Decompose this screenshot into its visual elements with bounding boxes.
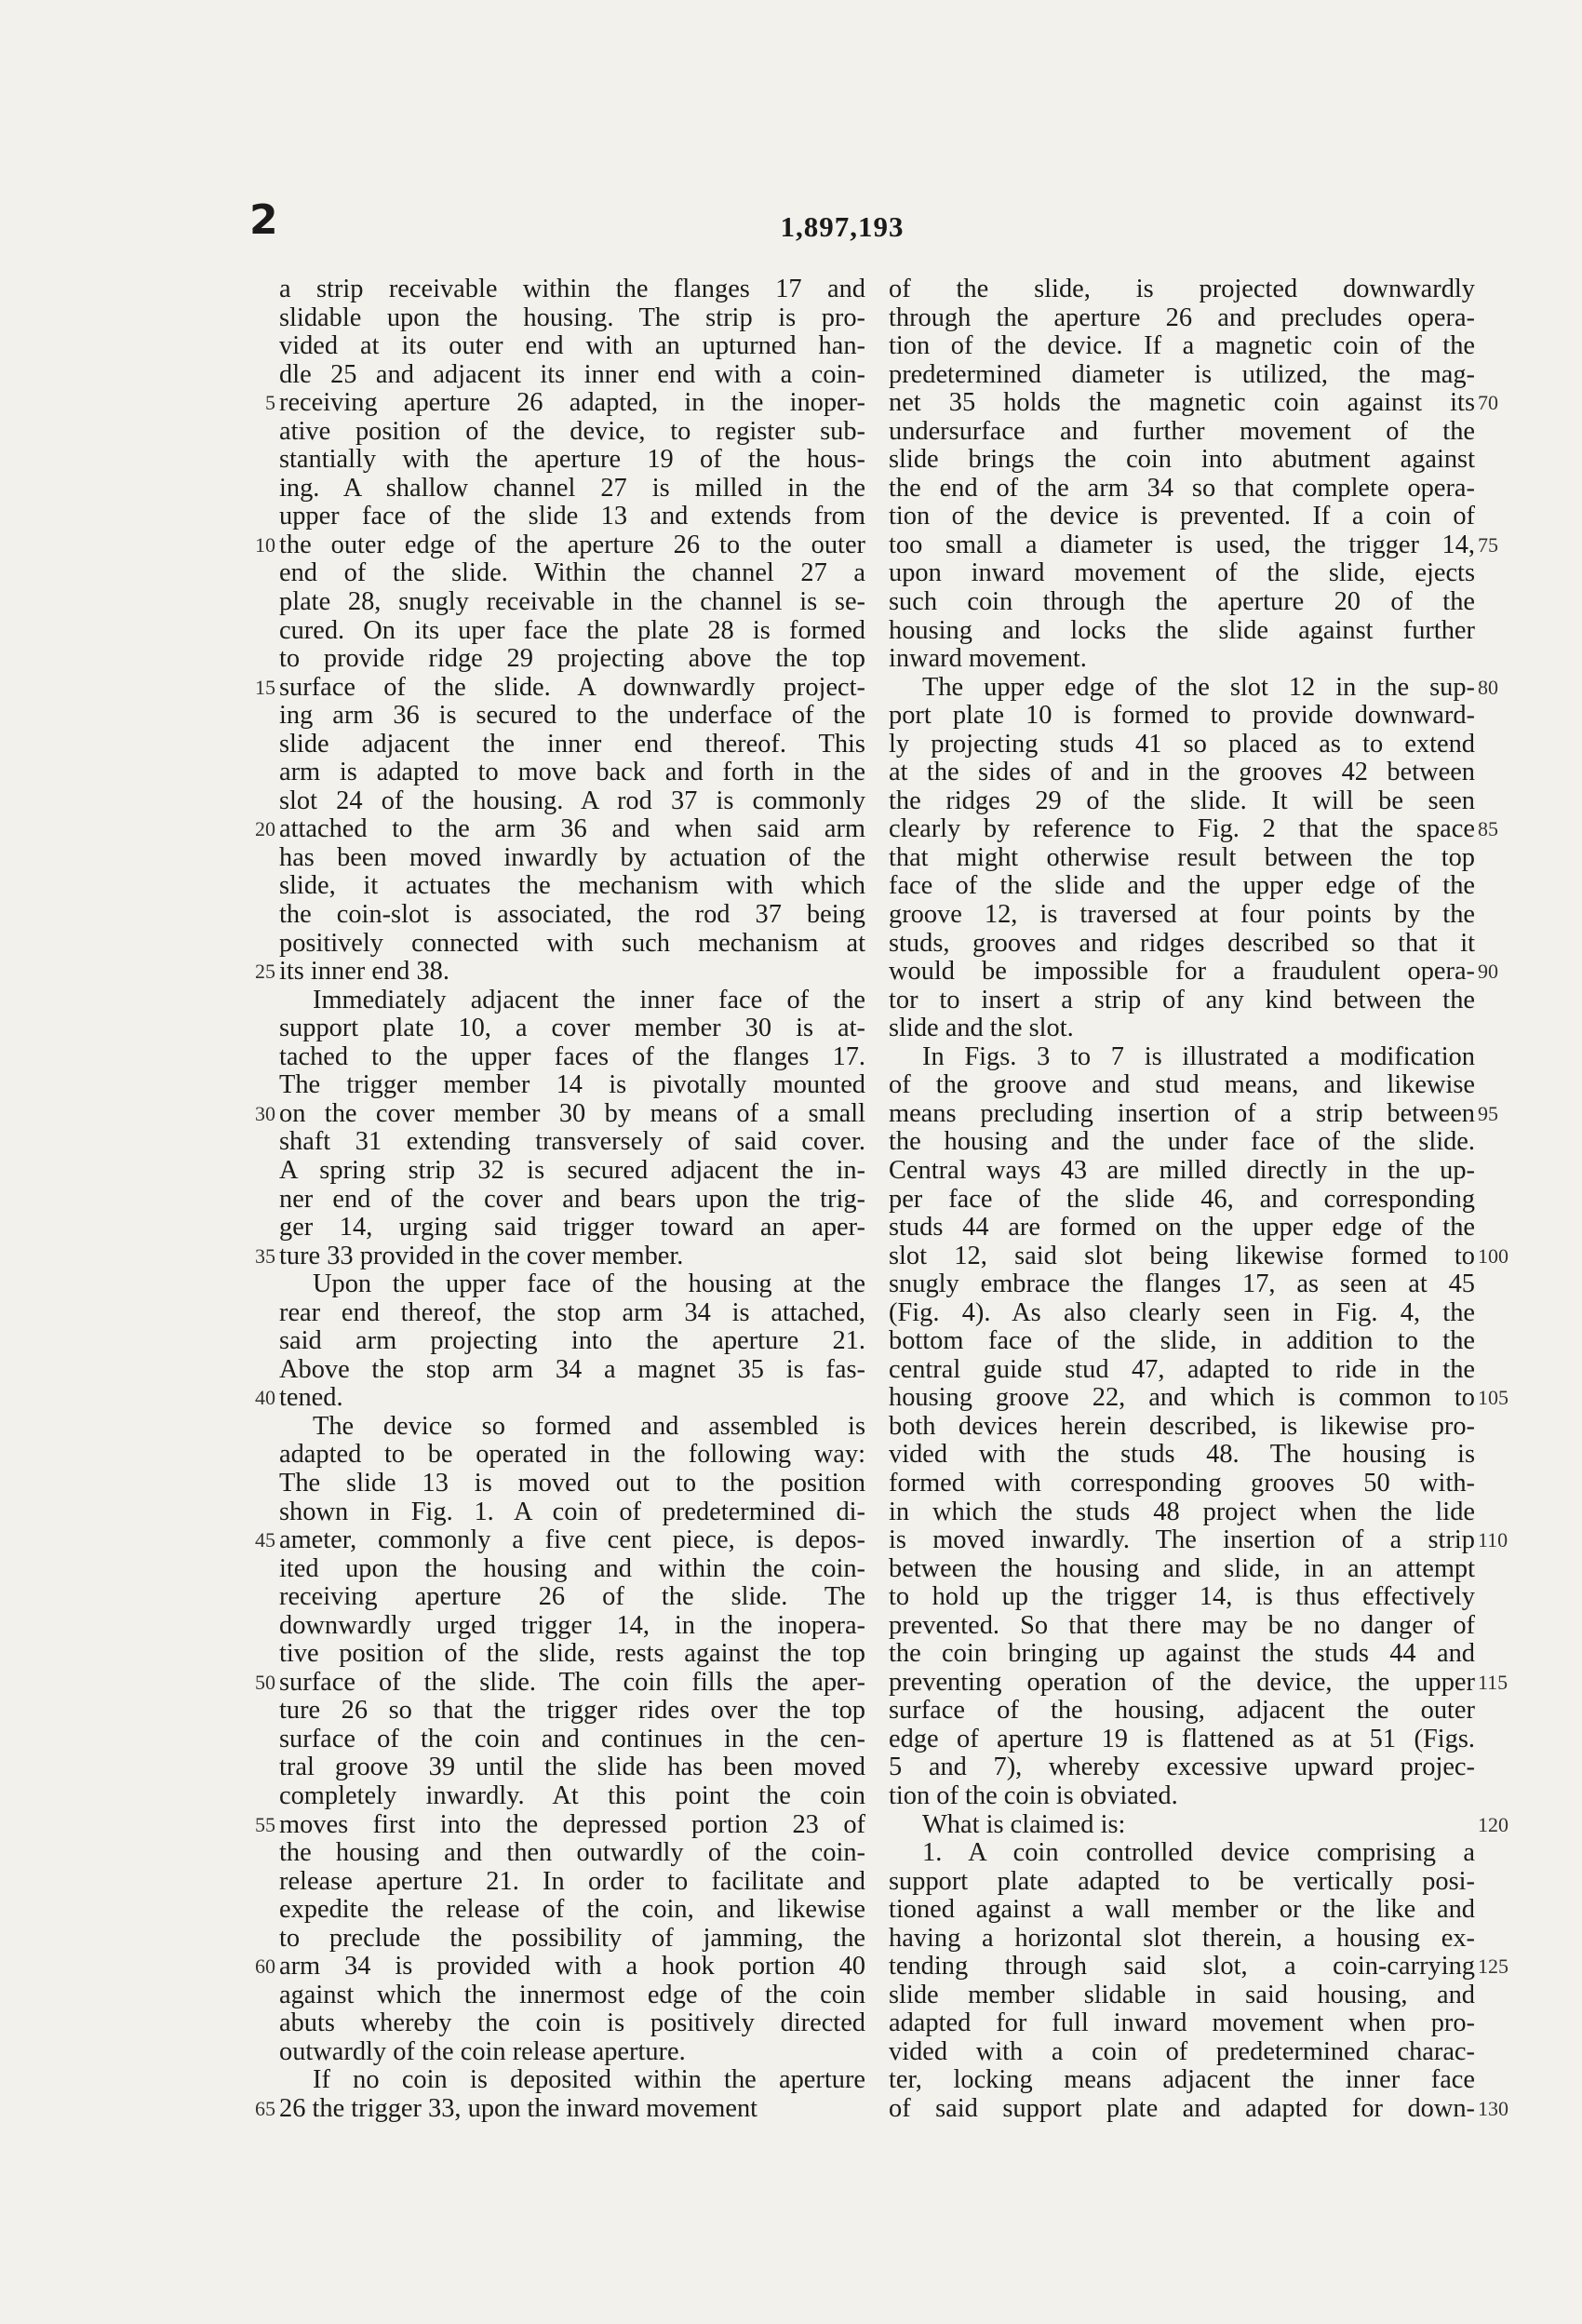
text-line: dle 25 and adjacent its inner end with a coin- (279, 360, 865, 389)
text-line: slide, it actuates the mechanism with which (279, 872, 865, 901)
text-line: arm is adapted to move back and forth in the (279, 759, 865, 787)
text-line: slot 24 of the housing. A rod 37 is commonly (279, 786, 865, 815)
text-line: in which the studs 48 project when the lide (889, 1498, 1475, 1526)
line-number: 80 (1478, 675, 1498, 699)
text-line: studs 44 are formed on the upper edge of the (889, 1214, 1475, 1243)
text-line: has been moved inwardly by actuation of the (279, 843, 865, 872)
text-line: having a horizontal slot therein, a housing ex- (889, 1924, 1475, 1953)
text-line: tral groove 39 until the slide has been moved (279, 1753, 865, 1782)
text-line: downwardly urged trigger 14, in the inopera- (279, 1611, 865, 1640)
text-line: the ridges 29 of the slide. It will be seen (889, 786, 1475, 815)
right-text-column (889, 275, 1475, 2124)
text-line: through the aperture 26 and precludes opera- (889, 303, 1475, 332)
text-line: In Figs. 3 to 7 is illustrated a modification (922, 1042, 1475, 1071)
text-line: vided with a coin of predetermined charac- (889, 2037, 1475, 2066)
text-line: What is claimed is: (922, 1810, 1126, 1839)
text-line: of the slide, is projected downwardly (889, 275, 1475, 303)
text-line: net 35 holds the magnetic coin against its (889, 389, 1475, 418)
text-line: ter, locking means adjacent the inner face (889, 2066, 1475, 2095)
text-line: (Fig. 4). As also clearly seen in Fig. 4, the (889, 1298, 1475, 1327)
text-line: rear end thereof, the stop arm 34 is attached, (279, 1298, 865, 1327)
text-line: the housing and the under face of the slide. (889, 1128, 1475, 1157)
text-line: Above the stop arm 34 a magnet 35 is fas- (279, 1355, 865, 1384)
line-number: 70 (1478, 391, 1498, 415)
text-line: end of the slide. Within the channel 27 a (279, 559, 865, 588)
text-line: a strip receivable within the flanges 17 and (279, 275, 865, 303)
text-line: attached to the arm 36 and when said arm (279, 815, 865, 844)
text-line: clearly by reference to Fig. 2 that the space (889, 815, 1475, 844)
text-line: studs, grooves and ridges described so that it (889, 929, 1475, 958)
text-line: ner end of the cover and bears upon the trig- (279, 1185, 865, 1214)
page-number: 2 (249, 196, 278, 244)
text-line: tending through said slot, a coin-carrying (889, 1953, 1475, 1981)
text-line: the end of the arm 34 so that complete opera- (889, 474, 1475, 503)
text-line: port plate 10 is formed to provide downward- (889, 702, 1475, 731)
text-line: the housing and then outwardly of the coin- (279, 1839, 865, 1868)
line-number: 115 (1478, 1670, 1508, 1694)
text-line: slide and the slot. (889, 1014, 1074, 1043)
text-line: that might otherwise result between the top (889, 843, 1475, 872)
line-number: 35 (255, 1243, 275, 1268)
text-line: upper face of the slide 13 and extends from (279, 503, 865, 531)
line-number: 90 (1478, 960, 1498, 984)
text-line: moves first into the depressed portion 23 of (279, 1810, 865, 1839)
text-line: tached to the upper faces of the flanges 17. (279, 1042, 865, 1071)
text-line: vided with the studs 48. The housing is (889, 1441, 1475, 1470)
text-line: adapted for full inward movement when pro- (889, 2009, 1475, 2038)
text-line: A spring strip 32 is secured adjacent the in- (279, 1156, 865, 1185)
text-line: the coin bringing up against the studs 44 and (889, 1640, 1475, 1669)
text-line: vided at its outer end with an upturned han- (279, 332, 865, 361)
line-number: 60 (255, 1955, 275, 1979)
line-number: 130 (1478, 2097, 1508, 2121)
text-line: surface of the coin and continues in the cen- (279, 1725, 865, 1753)
text-line: between the housing and slide, in an attempt (889, 1554, 1475, 1583)
text-line: adapted to be operated in the following way: (279, 1441, 865, 1470)
text-line: 26 the trigger 33, upon the inward movement (279, 2095, 758, 2123)
text-line: cured. On its uper face the plate 28 is formed (279, 616, 865, 645)
text-line: to provide ridge 29 projecting above the top (279, 645, 865, 674)
text-line: tion of the coin is obviated. (889, 1781, 1178, 1810)
text-line: support plate adapted to be vertically posi- (889, 1867, 1475, 1896)
text-line: shown in Fig. 1. A coin of predetermined di- (279, 1498, 865, 1526)
text-line: would be impossible for a fraudulent opera- (889, 958, 1475, 987)
text-line: to hold up the trigger 14, is thus effectively (889, 1583, 1475, 1612)
line-number: 120 (1478, 1812, 1508, 1836)
line-number: 5 (265, 391, 275, 415)
text-line: edge of aperture 19 is flattened as at 51 (Figs. (889, 1725, 1475, 1753)
text-line: Immediately adjacent the inner face of the (313, 986, 865, 1014)
text-line: on the cover member 30 by means of a small (279, 1099, 865, 1128)
text-line: positively connected with such mechanism at (279, 929, 865, 958)
text-line: ited upon the housing and within the coin- (279, 1554, 865, 1583)
text-line: tioned against a wall member or the like and (889, 1896, 1475, 1925)
text-line: The trigger member 14 is pivotally mounted (279, 1071, 865, 1100)
text-line: slide brings the coin into abutment against (889, 446, 1475, 475)
line-number: 20 (255, 817, 275, 841)
text-line: receiving aperture 26 of the slide. The (279, 1583, 865, 1612)
line-number: 85 (1478, 817, 1498, 841)
text-line: shaft 31 extending transversely of said cover. (279, 1128, 865, 1157)
text-line: 1. A coin controlled device comprising a (922, 1839, 1475, 1868)
line-number: 55 (255, 1812, 275, 1836)
line-number: 15 (255, 675, 275, 699)
text-line: Central ways 43 are milled directly in the up- (889, 1156, 1475, 1185)
text-line: preventing operation of the device, the upper (889, 1668, 1475, 1697)
text-line: snugly embrace the flanges 17, as seen at 45 (889, 1270, 1475, 1299)
text-line: against which the innermost edge of the coin (279, 1981, 865, 2009)
text-line: at the sides of and in the grooves 42 between (889, 759, 1475, 787)
text-line: expedite the release of the coin, and likewise (279, 1896, 865, 1925)
text-line: formed with corresponding grooves 50 with- (889, 1469, 1475, 1498)
text-line: outwardly of the coin release aperture. (279, 2037, 686, 2066)
text-line: too small a diameter is used, the trigger 14, (889, 531, 1475, 559)
text-line: tion of the device is prevented. If a coin of (889, 503, 1475, 531)
line-number: 45 (255, 1528, 275, 1552)
text-line: the outer edge of the aperture 26 to the outer (279, 531, 865, 559)
text-line: such coin through the aperture 20 of the (889, 588, 1475, 617)
patent-number: 1,897,193 (780, 210, 905, 243)
line-number: 100 (1478, 1243, 1508, 1268)
text-line: undersurface and further movement of the (889, 417, 1475, 446)
left-text-column (279, 275, 865, 2124)
text-line: abuts whereby the coin is positively directed (279, 2009, 865, 2038)
text-line: slide member slidable in said housing, and (889, 1981, 1475, 2009)
line-number: 10 (255, 532, 275, 557)
text-line: said arm projecting into the aperture 21. (279, 1327, 865, 1356)
text-line: of said support plate and adapted for down- (889, 2095, 1475, 2123)
text-line: housing and locks the slide against further (889, 616, 1475, 645)
text-line: surface of the slide. The coin fills the aper- (279, 1668, 865, 1697)
text-line: ative position of the device, to register sub- (279, 417, 865, 446)
text-line: groove 12, is traversed at four points by the (889, 901, 1475, 930)
text-line: housing groove 22, and which is common to (889, 1384, 1475, 1413)
text-line: ing arm 36 is secured to the underface of the (279, 702, 865, 731)
text-line: ing. A shallow channel 27 is milled in the (279, 474, 865, 503)
line-number: 105 (1478, 1386, 1508, 1410)
line-number: 30 (255, 1101, 275, 1125)
text-line: completely inwardly. At this point the coin (279, 1781, 865, 1810)
text-line: upon inward movement of the slide, ejects (889, 559, 1475, 588)
line-number: 50 (255, 1670, 275, 1694)
line-number: 65 (255, 2097, 275, 2121)
text-line: face of the slide and the upper edge of the (889, 872, 1475, 901)
text-line: of the groove and stud means, and likewise (889, 1071, 1475, 1100)
text-line: plate 28, snugly receivable in the channel is se- (279, 588, 865, 617)
text-line: arm 34 is provided with a hook portion 40 (279, 1953, 865, 1981)
text-line: per face of the slide 46, and corresponding (889, 1185, 1475, 1214)
text-line: slot 12, said slot being likewise formed to (889, 1242, 1475, 1270)
text-line: the coin-slot is associated, the rod 37 being (279, 901, 865, 930)
text-line: The slide 13 is moved out to the position (279, 1469, 865, 1498)
text-line: ger 14, urging said trigger toward an aper- (279, 1214, 865, 1243)
text-line: slidable upon the housing. The strip is pro- (279, 303, 865, 332)
text-line: If no coin is deposited within the aperture (313, 2066, 865, 2095)
text-line: ameter, commonly a five cent piece, is depos- (279, 1526, 865, 1555)
text-line: tive position of the slide, rests against the top (279, 1640, 865, 1669)
text-line: surface of the slide. A downwardly project- (279, 673, 865, 702)
line-number: 110 (1478, 1528, 1508, 1552)
text-line: release aperture 21. In order to facilitate and (279, 1867, 865, 1896)
text-line: predetermined diameter is utilized, the mag- (889, 360, 1475, 389)
text-line: ture 33 provided in the cover member. (279, 1242, 684, 1270)
text-line: to preclude the possibility of jamming, the (279, 1924, 865, 1953)
line-number: 95 (1478, 1101, 1498, 1125)
text-line: tion of the device. If a magnetic coin of the (889, 332, 1475, 361)
text-line: ture 26 so that the trigger rides over the top (279, 1697, 865, 1726)
text-line: its inner end 38. (279, 958, 449, 987)
text-line: The device so formed and assembled is (313, 1412, 865, 1441)
text-line: 5 and 7), whereby excessive upward projec- (889, 1753, 1475, 1782)
text-line: ly projecting studs 41 so placed as to extend (889, 730, 1475, 759)
text-line: slide adjacent the inner end thereof. This (279, 730, 865, 759)
line-number: 75 (1478, 532, 1498, 557)
text-line: The upper edge of the slot 12 in the sup- (922, 673, 1475, 702)
text-line: surface of the housing, adjacent the outer (889, 1697, 1475, 1726)
text-line: tened. (279, 1384, 343, 1413)
line-number: 125 (1478, 1955, 1508, 1979)
text-line: both devices herein described, is likewise pro- (889, 1412, 1475, 1441)
text-line: tor to insert a strip of any kind between the (889, 986, 1475, 1014)
text-line: is moved inwardly. The insertion of a strip (889, 1526, 1475, 1555)
text-line: inward movement. (889, 645, 1087, 674)
text-line: receiving aperture 26 adapted, in the inoper- (279, 389, 865, 418)
text-line: stantially with the aperture 19 of the hous- (279, 446, 865, 475)
text-line: bottom face of the slide, in addition to the (889, 1327, 1475, 1356)
line-number: 25 (255, 960, 275, 984)
text-line: means precluding insertion of a strip between (889, 1099, 1475, 1128)
line-number: 40 (255, 1386, 275, 1410)
text-line: support plate 10, a cover member 30 is at- (279, 1014, 865, 1043)
text-line: prevented. So that there may be no danger of (889, 1611, 1475, 1640)
text-line: Upon the upper face of the housing at the (313, 1270, 865, 1299)
text-line: central guide stud 47, adapted to ride in the (889, 1355, 1475, 1384)
